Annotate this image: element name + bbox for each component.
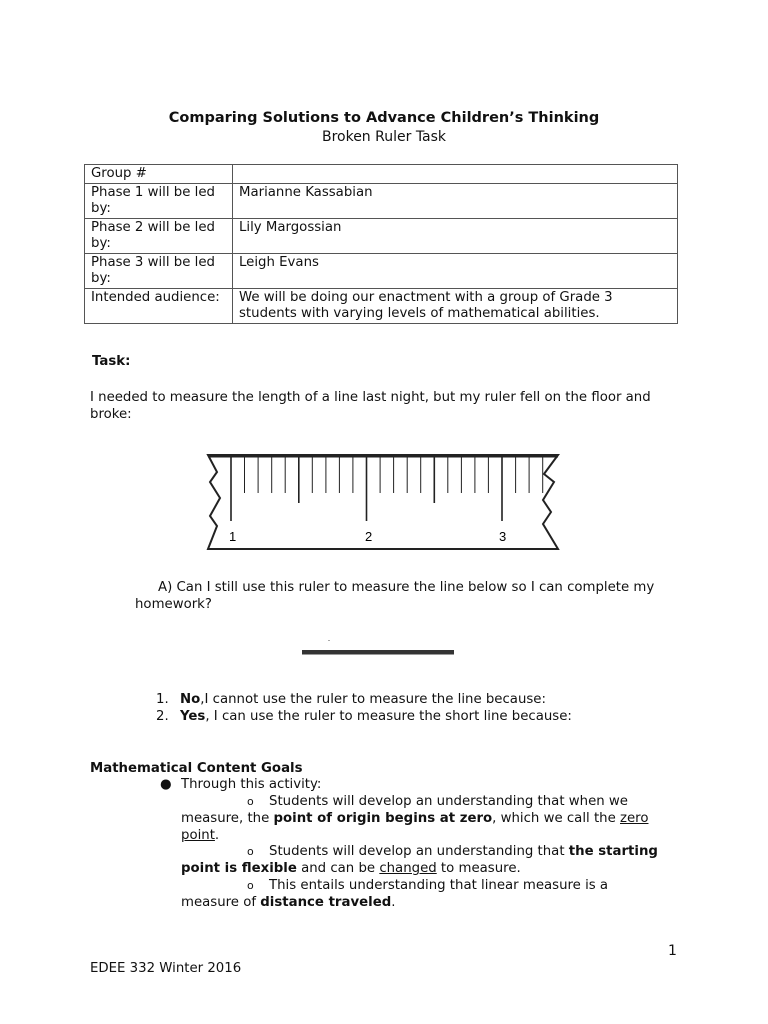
list-item <box>150 691 572 708</box>
task-intro: I needed to measure the length of a line last night, but my ruler fell on the floor and broke: <box>90 390 651 422</box>
task-heading: Task: <box>92 354 131 369</box>
page-number: 1 <box>668 943 677 959</box>
sub-bullet-icon: o <box>247 878 254 892</box>
goal-2-line-1: o Students will develop an understanding that the starting <box>247 844 658 860</box>
answer-text: , I can use the ruler to measure the short line because: <box>205 709 572 724</box>
goals-list <box>181 794 701 912</box>
answer-list <box>150 691 572 725</box>
table-row <box>85 289 678 324</box>
bullet-icon: ● <box>160 777 172 792</box>
goal-2-line-2: point is flexible and can be changed to measure. <box>181 861 521 877</box>
table-value: Leigh Evans <box>233 254 678 289</box>
table-value <box>233 165 678 184</box>
table-row <box>85 165 678 184</box>
table-row <box>85 184 678 219</box>
footer-course: EDEE 332 Winter 2016 <box>90 961 242 976</box>
table-label: Phase 1 will be led by: <box>85 184 233 219</box>
info-table <box>84 164 678 324</box>
table-label: Group # <box>85 165 233 184</box>
table-label: Intended audience: <box>85 289 233 324</box>
list-item <box>150 708 572 725</box>
ruler-number: 1 <box>229 529 237 544</box>
list-number: 2. <box>156 709 169 724</box>
sub-bullet-icon: o <box>247 795 254 808</box>
goal-1-line-2: measure, the point of origin begins at zero, which we call the zero <box>181 810 649 826</box>
sub-bullet-icon: o <box>247 845 254 859</box>
line-mark <box>328 640 330 641</box>
document-title: Comparing Solutions to Advance Children’s Thinking <box>168 110 600 126</box>
question-a-rest: homework? <box>135 597 212 612</box>
document-subtitle: Broken Ruler Task <box>321 129 447 145</box>
ruler-number: 3 <box>499 529 507 544</box>
table-row <box>85 219 678 254</box>
table-row <box>85 254 678 289</box>
table-label: Phase 2 will be led by: <box>85 219 233 254</box>
goals-heading: Mathematical Content Goals <box>90 761 303 776</box>
table-value: Lily Margossian <box>233 219 678 254</box>
broken-ruler-image <box>203 452 563 554</box>
answer-bold: No <box>180 692 201 707</box>
goal-3-line-2: measure of distance traveled. <box>181 894 396 910</box>
table-value: Marianne Kassabian <box>233 184 678 219</box>
answer-bold: Yes <box>180 709 206 724</box>
goal-3-line-1: o This entails understanding that linear measure is a <box>247 877 609 893</box>
goal-1-line-1: o Students will develop an understanding that when we <box>247 794 628 809</box>
question-a <box>135 579 695 613</box>
ruler-number: 2 <box>365 529 373 544</box>
list-number: 1. <box>156 692 169 707</box>
table-label: Phase 3 will be led by: <box>85 254 233 289</box>
table-value: We will be doing our enactment with a group of Grade 3 students with varying levels of mathematical abilities. <box>233 289 678 324</box>
goals-intro: Through this activity: <box>181 777 322 792</box>
answer-text: ,I cannot use the ruler to measure the line because: <box>200 692 546 707</box>
question-a-lead: A) Can I still use this ruler to measure the line below so I can complete my <box>158 580 655 595</box>
line-to-measure <box>302 650 454 655</box>
goal-1-line-3: point. <box>181 827 220 843</box>
